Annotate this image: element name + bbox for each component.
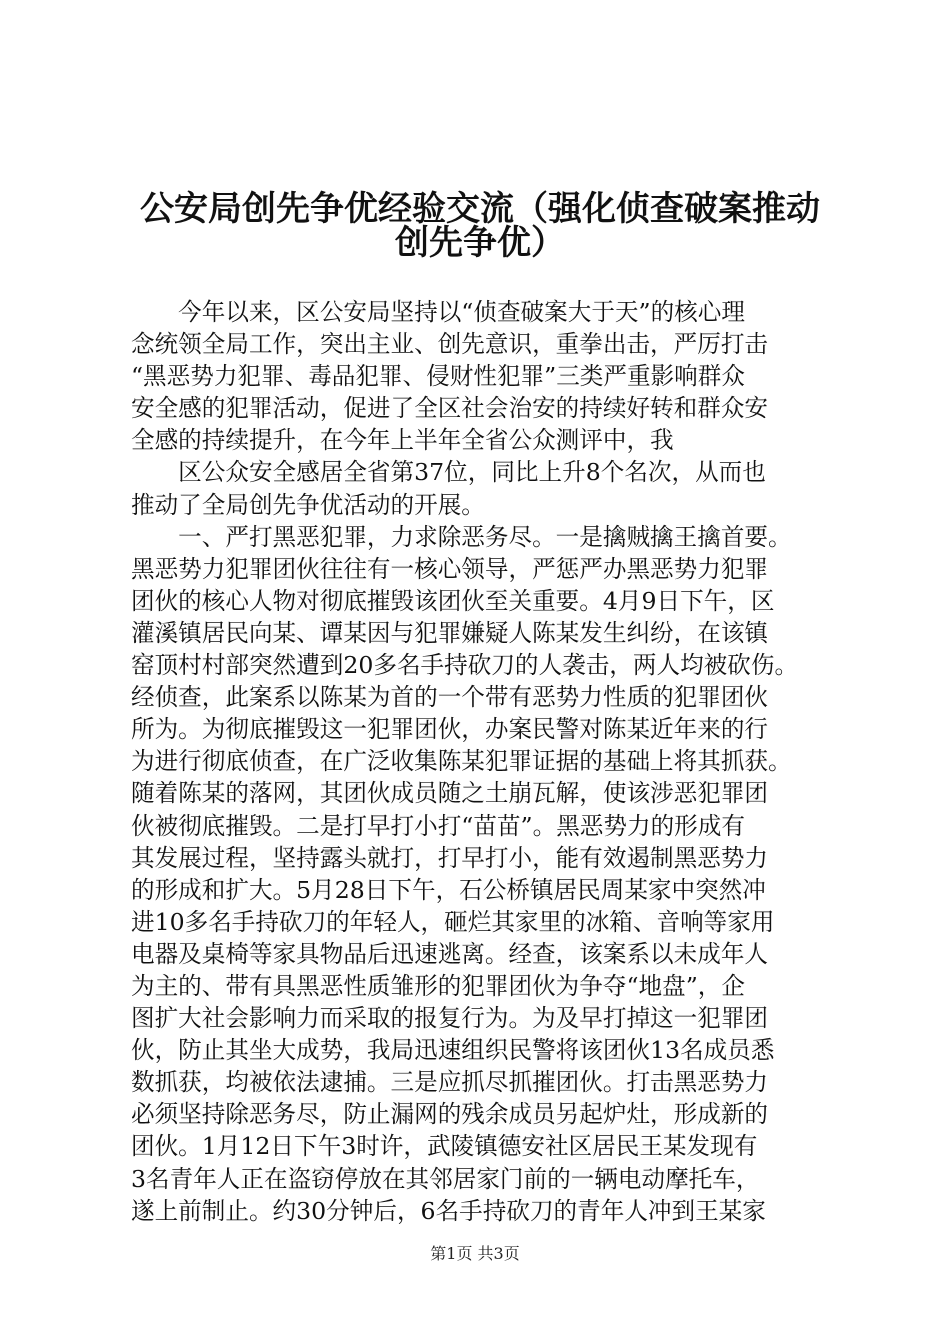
body-text-line: 今年以来，区公安局坚持以“侦查破案大于天”的核心理 <box>131 298 745 326</box>
body-text-line: 随着陈某的落网，其团伙成员随之土崩瓦解，使该涉恶犯罪团 <box>131 779 769 808</box>
body-text-line: 伙，防止其坐大成势，我局迅速组织民警将该团伙13名成员悉 <box>131 1036 775 1065</box>
body-text-line: 全感的持续提升，在今年上半年全省公众测评中，我 <box>131 426 674 455</box>
body-text-line: 的形成和扩大。5月28日下午，石公桥镇居民周某家中突然冲 <box>131 875 766 904</box>
body-text-line: 遂上前制止。约30分钟后，6名手持砍刀的青年人冲到王某家 <box>131 1196 766 1225</box>
body-text-line: 团伙。1月12日下午3时许，武陵镇德安社区居民王某发现有 <box>131 1132 758 1161</box>
document-title-line-2: 创先争优） <box>395 223 565 263</box>
body-text-line: 窑顶村村部突然遭到20多名手持砍刀的人袭击，两人均被砍伤。 <box>131 651 799 680</box>
body-text-line: 所为。为彻底摧毁这一犯罪团伙，办案民警对陈某近年来的行 <box>131 715 769 744</box>
document-body <box>131 296 831 1227</box>
body-text-line: 为进行彻底侦查，在广泛收集陈某犯罪证据的基础上将其抓获。 <box>131 747 792 776</box>
body-text-line: 一、严打黑恶犯罪，力求除恶务尽。一是擒贼擒王擒首要。 <box>131 522 792 551</box>
body-text-line: 3名青年人正在盗窃停放在其邻居家门前的一辆电动摩托车， <box>131 1164 760 1193</box>
page-footer: 第1页 共3页 <box>430 1244 520 1263</box>
body-text-line: 黑恶势力犯罪团伙往往有一核心领导，严惩严办黑恶势力犯罪 <box>131 554 769 583</box>
body-text-line: 数抓获，均被依法逮捕。三是应抓尽抓摧团伙。打击黑恶势力 <box>131 1068 769 1097</box>
body-text-line: 安全感的犯罪活动，促进了全区社会治安的持续好转和群众安 <box>131 394 769 423</box>
body-text-line: 灌溪镇居民向某、谭某因与犯罪嫌疑人陈某发生纠纷，在该镇 <box>131 618 769 647</box>
body-text-line: 推动了全局创先争优活动的开展。 <box>131 490 485 519</box>
body-text-line: 图扩大社会影响力而采取的报复行为。为及早打掉这一犯罪团 <box>131 1004 769 1033</box>
body-text-line: 经侦查，此案系以陈某为首的一个带有恶势力性质的犯罪团伙 <box>131 683 769 712</box>
body-text-line: 伙被彻底摧毁。二是打早打小打“苗苗”。黑恶势力的形成有 <box>131 811 745 840</box>
body-text-line: 其发展过程，坚持露头就打，打早打小，能有效遏制黑恶势力 <box>131 843 769 872</box>
body-text-line: 电器及桌椅等家具物品后迅速逃离。经查，该案系以未成年人 <box>131 939 769 968</box>
body-text-line: 区公众安全感居全省第37位，同比上升8个名次，从而也 <box>131 458 766 487</box>
document-title-line-1: 公安局创先争优经验交流（强化侦查破案推动 <box>140 189 820 229</box>
body-text-line: 团伙的核心人物对彻底摧毁该团伙至关重要。4月9日下午，区 <box>131 586 775 615</box>
body-text-line: 为主的、带有具黑恶性质雏形的犯罪团伙为争夺“地盘”，企 <box>131 971 745 1000</box>
body-text-line: “黑恶势力犯罪、毒品犯罪、侵财性犯罪”三类严重影响群众 <box>131 362 745 391</box>
body-text-line: 进10多名手持砍刀的年轻人，砸烂其家里的冰箱、音响等家用 <box>131 907 775 936</box>
body-text-line: 念统领全局工作，突出主业、创先意识，重拳出击，严厉打击 <box>131 330 769 359</box>
body-text-line: 必须坚持除恶务尽，防止漏网的残余成员另起炉灶，形成新的 <box>131 1100 769 1129</box>
